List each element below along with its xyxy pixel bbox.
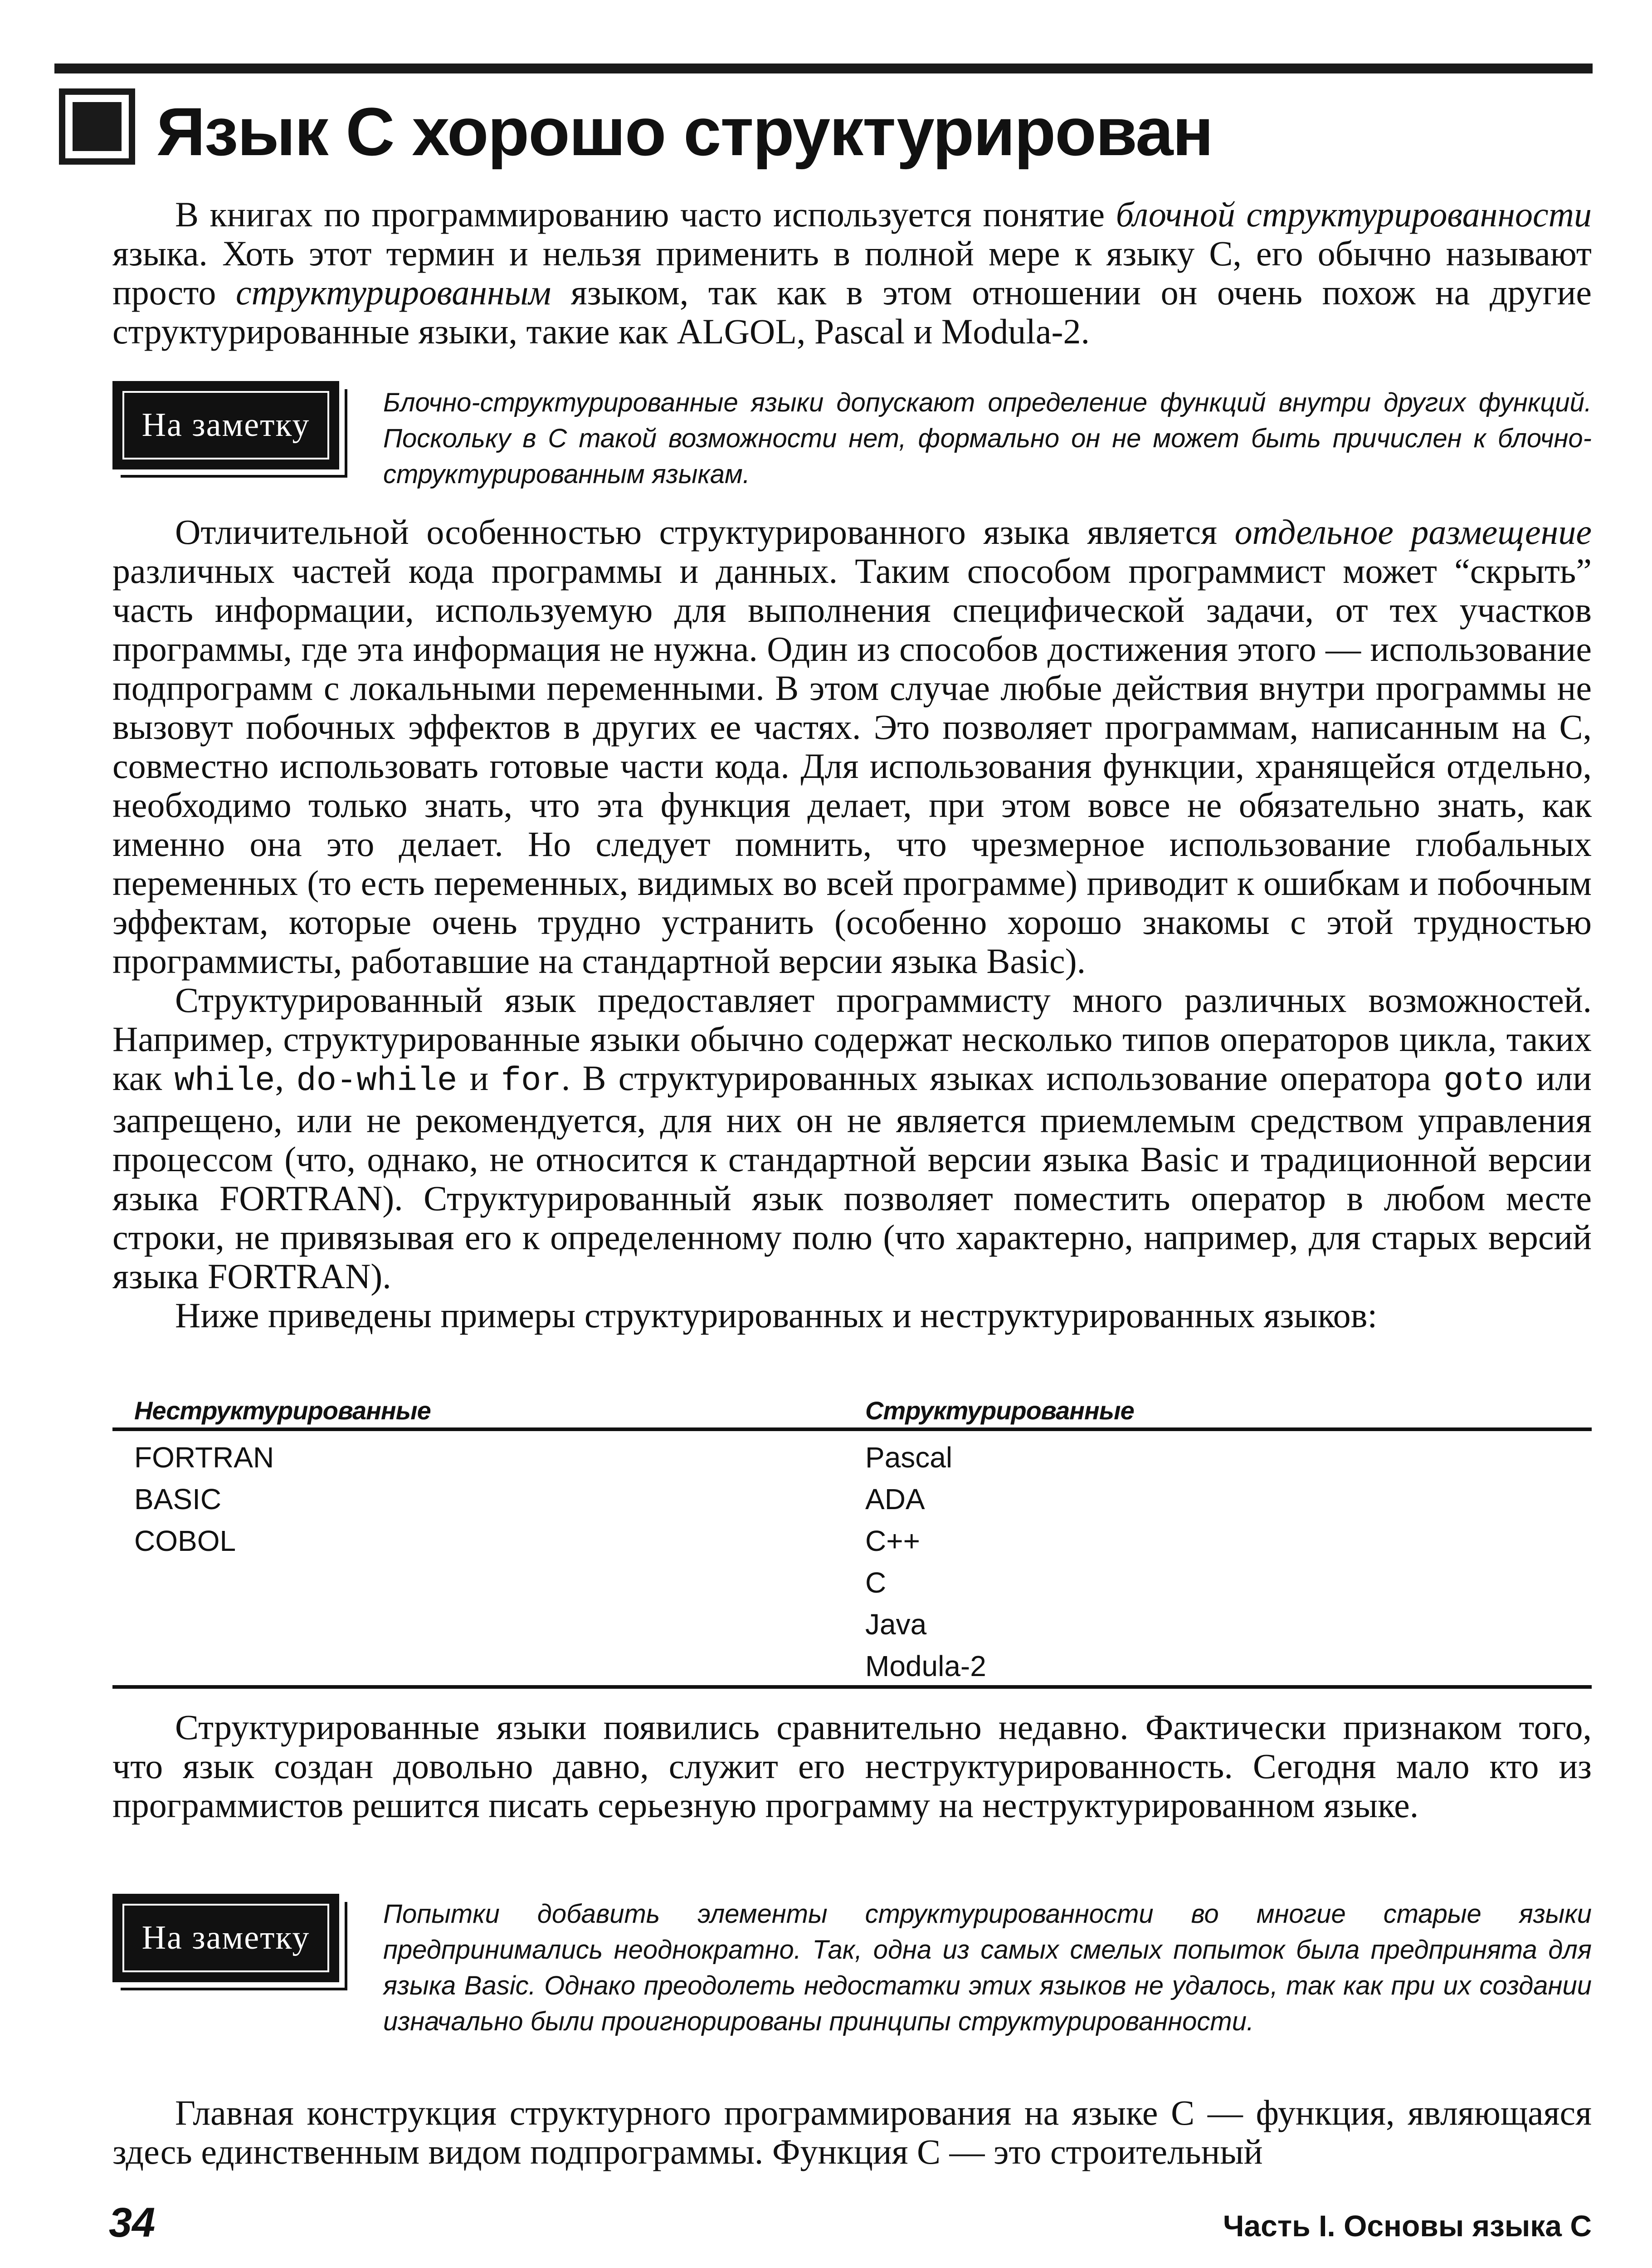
code-for: for — [501, 1062, 561, 1100]
para2-text-2: различных частей кода программы и данных. Таким способом программист может “скрыть” часть информации, используемую для выполнения специфической задачи, от тех участков программы, где эта информация не нужна. Один из способов достижения этого — использование подпрограмм с локальными переменными. В этом случае любые действия внутри программы не вызовут побочных эффектов в других ее частях. Это позволяет программам, написанным на С, совместно использовать готовые части кода. Для использования функции, хранящейся отдельно, необходимо только знать, что эта функция делает, при этом вовсе не обязательно знать, как именно она это делает. Но следует помнить, что чрезмерное использование глобальных переменных (то есть переменных, видимых во всей программе) приводит к ошибкам и побочным эффектам, которые очень трудно устранить (особенно хорошо знакомы с этой трудностью программисты, работавшие на стандартной версии языка Basic). — [112, 551, 1592, 981]
paragraph-function-construct: Главная конструкция структурного программирования на языке С — функция, являющаяся здесь единственным видом подпрограммы. Функция С — это строительный — [112, 2093, 1592, 2171]
intro-term-block-structured: блочной структурированности — [1116, 195, 1592, 234]
note-badge-box — [112, 381, 339, 469]
table-header-row — [112, 1386, 1592, 1431]
section-title: Язык С хорошо структурирован — [156, 93, 1213, 170]
body-block-after-table — [112, 1708, 1592, 1825]
note-badge-label: На заметку — [141, 1919, 310, 1956]
note-badge-2 — [112, 1894, 344, 1987]
paragraph-recent-languages: Структурированные языки появились сравнительно недавно. Фактически признаком того, что язык создан довольно давно, служит его неструктурированность. Сегодня мало кто из программистов решится писать серьезную программу на неструктурированном языке. — [112, 1707, 1592, 1825]
list-item: C — [865, 1566, 887, 1599]
paragraph-separate-placement — [112, 513, 1592, 981]
body-block-final — [112, 2093, 1592, 2171]
para3-text-2: , — [275, 1058, 297, 1098]
code-do-while: do-while — [296, 1062, 458, 1100]
list-item: COBOL — [134, 1525, 236, 1557]
note-text-1: Блочно-структурированные языки допускают определение функций внутри других функций. Поскольку в С такой возможности нет, формально он не может быть причислен к блочно-структурированным языкам. — [383, 388, 1592, 489]
paragraph-examples-intro: Ниже приведены примеры структурированных и неструктурированных языков: — [175, 1295, 1378, 1335]
list-item: C++ — [865, 1525, 920, 1557]
intro-text-3: языком, так как в этом отношении он очень похож на другие структурированные языки, такие как ALGOL, Pascal и Modula-2. — [112, 273, 1592, 351]
note-text-2: Попытки добавить элементы структурированности во многие старые языки предпринимались неоднократно. Так, одна из самых смелых попыток была предпринята для языка Basic. Однако преодолеть недостатки этих языков не удалось, так как при их создании изначально были проигнорированы принципы структурированности. — [383, 1899, 1592, 2036]
list-item: BASIC — [134, 1483, 222, 1515]
note-badge-1 — [112, 381, 344, 474]
list-item: FORTRAN — [134, 1441, 274, 1474]
section-square-fill — [73, 102, 122, 151]
list-item: Java — [865, 1608, 927, 1641]
intro-term-structured: структурированным — [235, 273, 551, 312]
list-item: ADA — [865, 1483, 925, 1515]
list-item: Modula-2 — [865, 1650, 986, 1682]
note-badge-label: На заметку — [141, 406, 310, 444]
list-item: Pascal — [865, 1441, 953, 1474]
page-number: 34 — [109, 2200, 156, 2246]
para3-text-3: и — [457, 1058, 501, 1098]
unstructured-column-header: Неструктурированные — [134, 1396, 431, 1425]
para3-text-5: или запрещено, или не рекомендуется, для них он не является приемлемым средством управления процессом (что, однако, не относится к стандартной версии языка Basic и традиционной версии языка FORTRAN). Структурированный язык позволяет поместить оператор в любом месте строки, не привязывая его к определенному полю (что характерно, например, для старых версий языка FORTRAN). — [112, 1058, 1592, 1296]
body-block-main — [112, 513, 1592, 1335]
para3-text-1: Структурированный язык предоставляет программисту много различных возможностей. Например, структурированные языки обычно содержат несколько типов операторов цикла, таких как — [112, 980, 1592, 1098]
header-rule — [54, 64, 1593, 73]
intro-text-1: В книгах по программированию часто используется понятие — [175, 195, 1116, 234]
code-goto: goto — [1443, 1062, 1524, 1100]
paragraph-structured-features — [112, 981, 1592, 1296]
para3-text-4: . В структурированных языках использование оператора — [561, 1058, 1443, 1098]
intro-block — [112, 195, 1592, 351]
section-square-icon — [59, 88, 135, 165]
structured-languages-list — [865, 1437, 986, 1687]
structured-column-header: Структурированные — [865, 1396, 1134, 1425]
code-while: while — [174, 1062, 275, 1100]
intro-text-2: языка. Хоть этот термин и нельзя применить в полной мере к языку С, его обычно называют просто — [112, 234, 1592, 312]
para2-term-separate-placement: отдельное размещение — [1234, 512, 1592, 552]
table-bottom-rule — [112, 1685, 1592, 1689]
running-footer-title: Часть I. Основы языка С — [1223, 2209, 1592, 2243]
unstructured-languages-list — [134, 1437, 274, 1562]
languages-table — [112, 1386, 1592, 1689]
note-badge-box — [112, 1894, 339, 1982]
intro-paragraph — [112, 195, 1592, 351]
para2-text-1: Отличительной особенностью структурированного языка является — [175, 512, 1235, 552]
